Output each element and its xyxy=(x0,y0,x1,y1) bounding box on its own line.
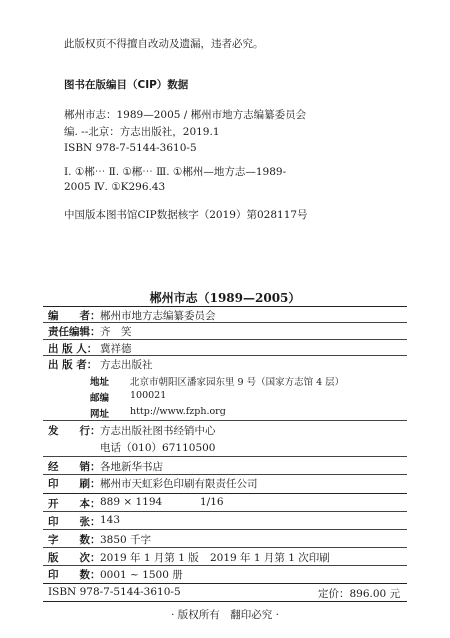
publisher-person-value: 冀祥德 xyxy=(100,343,132,355)
rule xyxy=(43,547,407,548)
edition-label: 版 次： xyxy=(48,552,101,564)
responsible-editor-value: 齐 笑 xyxy=(100,326,132,338)
address-value: 北京市朝阳区潘家园东里 9 号（国家方志馆 4 层） xyxy=(130,377,345,388)
postcode-value: 100021 xyxy=(130,390,167,401)
printer-label: 印 刷： xyxy=(48,478,101,490)
distributor-phone: 电话（010）67110500 xyxy=(100,442,216,454)
rule xyxy=(43,339,407,340)
cip-classification-1: Ⅰ. ①郴⋯ Ⅱ. ①郴⋯ Ⅲ. ①郴州—地方志—1989- xyxy=(64,166,287,178)
website-label: 网址 xyxy=(90,409,110,420)
rights-reserved-notice: · 版权所有 翻印必究 · xyxy=(171,609,279,621)
edition-value: 2019 年 1 月第 1 版 xyxy=(100,552,199,564)
sales-value: 各地新华书店 xyxy=(100,461,163,473)
print-run-label: 印 数： xyxy=(48,569,101,581)
copyright-notice: 此版权页不得擅自改动及遗漏，违者必究。 xyxy=(64,38,264,50)
rule xyxy=(43,355,407,356)
address-label: 地址 xyxy=(90,377,110,388)
rule xyxy=(43,529,407,530)
rule xyxy=(43,322,407,323)
website-value: http://www.fzph.org xyxy=(130,406,226,417)
cip-core-number: 中国版本图书馆CIP数据核字（2019）第028117号 xyxy=(64,209,308,221)
bottom-rule-top xyxy=(43,583,407,584)
cip-heading: 图书在版编目（CIP）数据 xyxy=(64,79,189,91)
words-value: 3850 千字 xyxy=(100,534,152,546)
sales-label: 经 销： xyxy=(48,461,101,473)
publisher-value: 方志出版社 xyxy=(100,359,153,371)
print-run-value: 0001 ~ 1500 册 xyxy=(100,569,183,581)
sheets-label: 印 张： xyxy=(48,516,101,528)
printer-value: 郴州市天虹彩色印刷有限责任公司 xyxy=(100,478,258,490)
words-label: 字 数： xyxy=(48,534,101,546)
distributor-value: 方志出版社图书经销中心 xyxy=(100,425,216,437)
bottom-rule xyxy=(43,601,407,602)
mid-rule xyxy=(43,493,407,494)
postcode-label: 邮编 xyxy=(90,393,110,404)
top-rule xyxy=(43,306,407,307)
isbn: ISBN 978-7-5144-3610-5 xyxy=(48,586,181,598)
editor-label: 编 者： xyxy=(48,310,101,322)
cip-line-2: 编. --北京：方志出版社，2019.1 xyxy=(64,126,220,138)
rule xyxy=(43,474,407,475)
distributor-label: 发 行： xyxy=(48,425,101,437)
rule xyxy=(43,456,407,457)
cip-classification-2: 2005 Ⅳ. ①K296.43 xyxy=(64,181,166,193)
rule xyxy=(43,511,407,512)
book-title: 郴州市志（1989—2005） xyxy=(149,291,301,305)
rule xyxy=(43,420,407,421)
format-fraction: 1/16 xyxy=(200,496,224,508)
cip-isbn: ISBN 978-7-5144-3610-5 xyxy=(64,142,197,154)
rule xyxy=(43,565,407,566)
format-label: 开 本： xyxy=(48,498,101,510)
publisher-label: 出 版 者： xyxy=(48,359,98,371)
printing-value: 2019 年 1 月第 1 次印刷 xyxy=(210,552,330,564)
editor-value: 郴州市地方志编纂委员会 xyxy=(100,310,216,322)
price: 定价：896.00 元 xyxy=(318,588,401,600)
publisher-person-label: 出 版 人： xyxy=(48,343,98,355)
sheets-value: 143 xyxy=(100,514,121,526)
cip-line-1: 郴州市志：1989—2005 / 郴州市地方志编纂委员会 xyxy=(64,109,307,121)
format-value: 889 × 1194 xyxy=(100,496,163,508)
responsible-editor-label: 责任编辑： xyxy=(48,326,101,338)
